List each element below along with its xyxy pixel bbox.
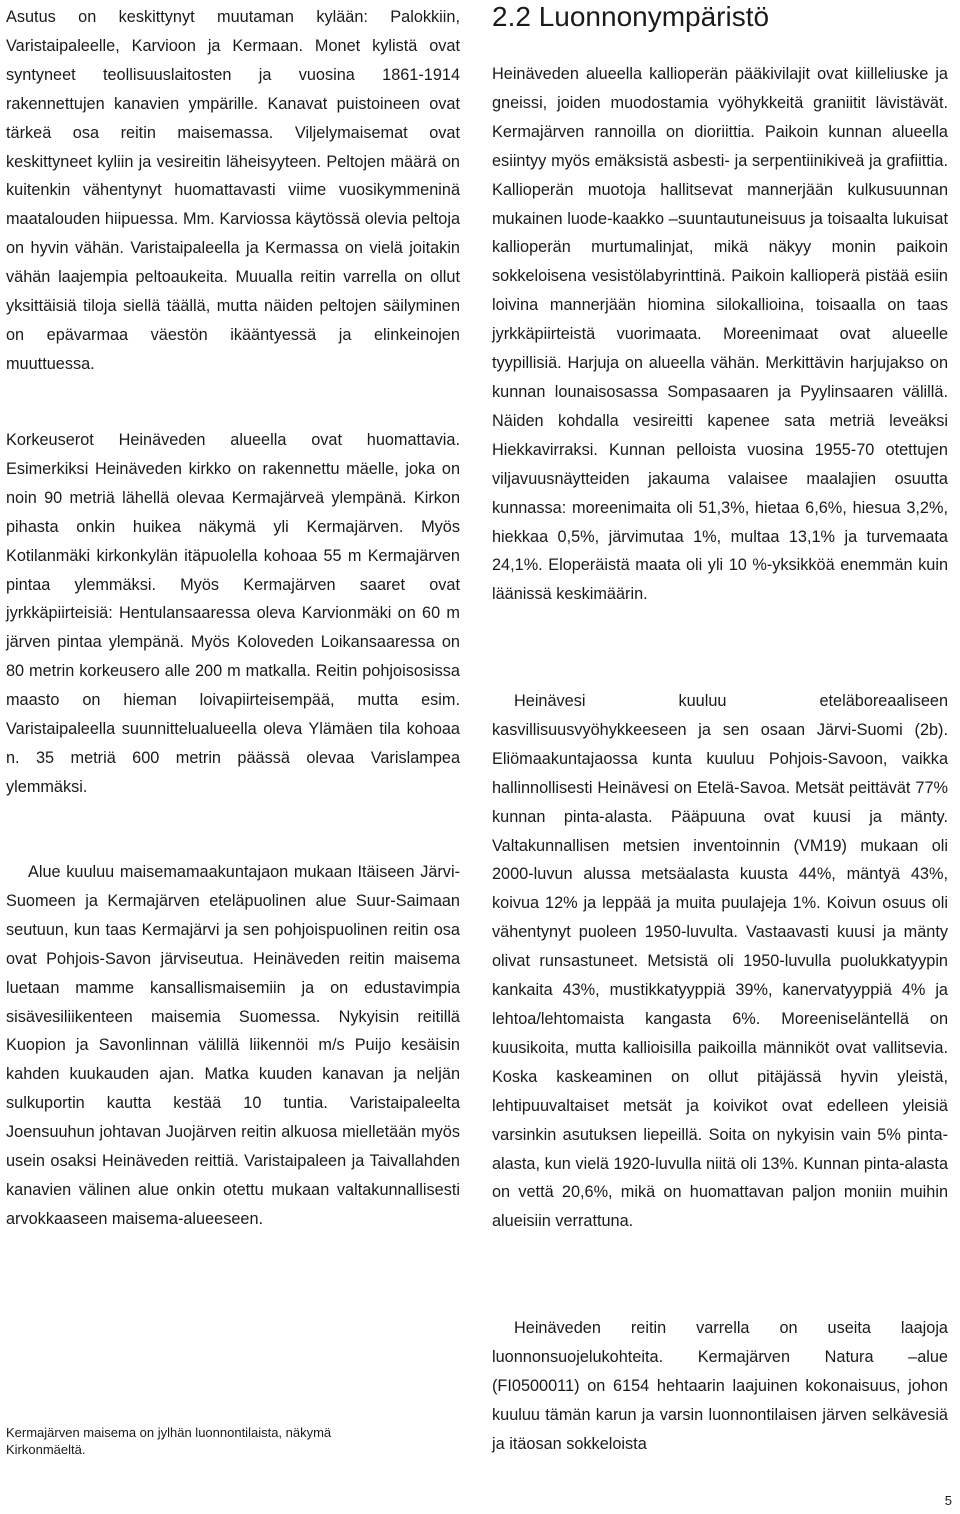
image-caption: Kermajärven maisema on jylhän luonnontilaista, näkymä Kirkonmäeltä. [6, 1425, 332, 1457]
section-heading: 2.2 Luonnonympäristö [492, 1, 770, 32]
body-paragraph-landscape-region: Alue kuuluu maisemamaakuntajaon mukaan Itäiseen Järvi-Suomeen ja Kermajärven eteläpuolinen alue Suur-Saimaan seutuun, kun taas Kermajärvi ja sen pohjoispuolinen reitin osa ovat Pohjois-Savon järviseutua. Heinäveden reitin maisema luetaan mamme kansallismaisemiin ja on edustavimpia sisävesiliikenteen maisemia Suomessa. Nykyisin reitillä Kuopion ja Savonlinnan välillä liikennöi m/s Puijo kesäisin kahden kuukauden ajan. Matka kuuden kanavan ja neljän sulkuportin kautta kestää 10 tuntia. Varistaipaleelta Joensuuhun johtavan Juojärven reitin alkuosa mielletään myös usein osaksi Heinäveden reittiä. Varistaipaleen ja Taivallahden kanavien välinen alue onkin otettu mukaan valtakunnallisesti arvokkaaseen maisema-alueeseen. [6, 863, 460, 1228]
body-paragraph-vegetation: Heinävesi kuuluu eteläboreaaliseen kasvillisuusvyöhykkeeseen ja sen osaan Järvi-Suomi (2b). Eliömaakuntajaossa kunta kuuluu Pohjois-Savoon, vaikka hallinnollisesti Heinävesi on Etelä-Savoa. Metsät peittävät 77% kunnan pinta-alasta. Pääpuuna ovat kuusi ja mänty. Valtakunnallisen metsien inventoinnin (VM19) mukaan oli 2000-luvun alussa metsäalasta kuusta 44%, mäntyä 43%, koivua 12% ja leppää ja muita puulajeja 1%. Koivun osuus oli vähentynyt puoleen 1950-luvulta. Vastaavasti kuusi ja mänty olivat runsastuneet. Metsistä oli 1950-luvulla puolukkatyypin kankaita 43%, mustikkatyyppiä 39%, kanervatyyppiä 4% ja lehtoa/lehtomaista kangasta 6%. Moreeniseläntellä on kuusikoita, mutta kallioisilla paikoilla männiköt ovat vallitsevia. Koska kaskeaminen on ollut pitäjässä hyvin yleistä, lehtipuuvaltaiset metsät ja koivikot ovat edelleen yleisiä varsinkin asutuksen liepeillä. Soita on nykyisin vain 5% pinta-alasta, kun vielä 1920-luvulla niitä oli 13%. Kunnan pinta-alasta on vettä 20,6%, mikä on huomattavan paljon moniin muihin alueisiin verrattuna. [492, 692, 948, 1231]
page-number: 5 [944, 1493, 952, 1508]
body-paragraph-conservation: Heinäveden reitin varrella on useita laajoja luonnonsuojelukohteita. Kermajärven Natura –alue (FI0500011) on 6154 hehtaarin laajuinen kokonaisuus, johon kuuluu tämän karun ja varsin luonnontilaisen järven selkävesiä ja itäosan sokkeloista [492, 1319, 948, 1453]
body-paragraph-elevation: Korkeuserot Heinäveden alueella ovat huomattavia. Esimerkiksi Heinäveden kirkko on rakennettu mäelle, joka on noin 90 metriä lähellä olevaa Kermajärveä ylempänä. Kirkon pihasta onkin huikea näkymä yli Kermajärven. Myös Kotilanmäki kirkonkylän itäpuolella kohoaa 55 m Kermajärven pintaa ylemmäksi. Myös Kermajärven saaret ovat jyrkkäpiirteisiä: Hentulansaaressa oleva Karvionmäki on 60 m järven pintaa ylempänä. Myös Koloveden Loikansaaressa on 80 metrin korkeusero alle 200 m matkalla. Reitin pohjoisosissa maasto on hieman loivapiirteisempää, mutta esim. Varistaipaleella suunnittelualueella oleva Ylämäen tila kohoaa n. 35 metriä 600 metrin päässä olevaa Varislampea ylemmäksi. [6, 431, 460, 796]
body-paragraph-settlement: Asutus on keskittynyt muutaman kylään: Palokkiin, Varistaipaleelle, Karvioon ja Kermaan. Monet kylistä ovat syntyneet teollisuuslaitosten ja vuosina 1861-1914 rakennettujen kanavien ympärille. Kanavat puistoineen ovat tärkeä osa reitin maisemassa. Viljelymaisemat ovat keskittyneet kyliin ja vesireitin läheisyyteen. Peltojen määrä on kuitenkin vähentynyt huomattavasti viime vuosikymmeninä maatalouden hiipuessa. Mm. Karviossa käytössä olevia peltoja on hyvin vähän. Varistaipaleella ja Kermassa on vielä joitakin vähän laajempia peltoaukeita. Muualla reitin varrella on ollut yksittäisiä tiloja siellä täällä, mutta näiden peltojen säilyminen on epävarmaa väestön ikääntyessä ja elinkeinojen muuttuessa. [6, 8, 460, 373]
body-paragraph-bedrock: Heinäveden alueella kallioperän pääkivilajit ovat kiilleliuske ja gneissi, joiden muodostamia vyöhykkeitä graniitit lävistävät. Kermajärven rannoilla on dioriittia. Paikoin kunnan alueella esiintyy myös emäksistä asbesti- ja serpentiinikiveä ja grafiittia. Kallioperän muotoja hallitsevat mannerjään kulkusuunnan mukainen luode-kaakko –suuntautuneisuus ja toisaalta lukuisat kallioperän murtumalinjat, mikä näkyy monin paikoin sokkeloisena vesistölabyrinttinä. Paikoin kallioperä pistää esiin loivina mannerjään hiomina silokallioina, toisaalla on taas jyrkkäpiirteistä vuorimaata. Moreenimaat ovat alueelle tyypillisiä. Harjuja on alueella vähän. Merkittävin harjujakso on kunnan lounaisosassa Sompasaaren ja Pyylinsaaren välillä. Näiden kohdalla vesireitti kapenee sata metriä leveäksi Hiekkavirraksi. Kunnan pelloista vuosina 1955-70 otettujen viljavuusnäytteiden jakauma valaisee maalajien osuutta kunnassa: moreenimaita oli 51,3%, hietaa 6,6%, hiesua 3,2%, hiekkaa 0,5%, järvimutaa 1%, multaa 13,1% ja turvemaata 24,1%. Eloperäistä maata oli yli 10 %-yksikköä enemmän kuin läänissä keskimäärin. [492, 65, 948, 604]
